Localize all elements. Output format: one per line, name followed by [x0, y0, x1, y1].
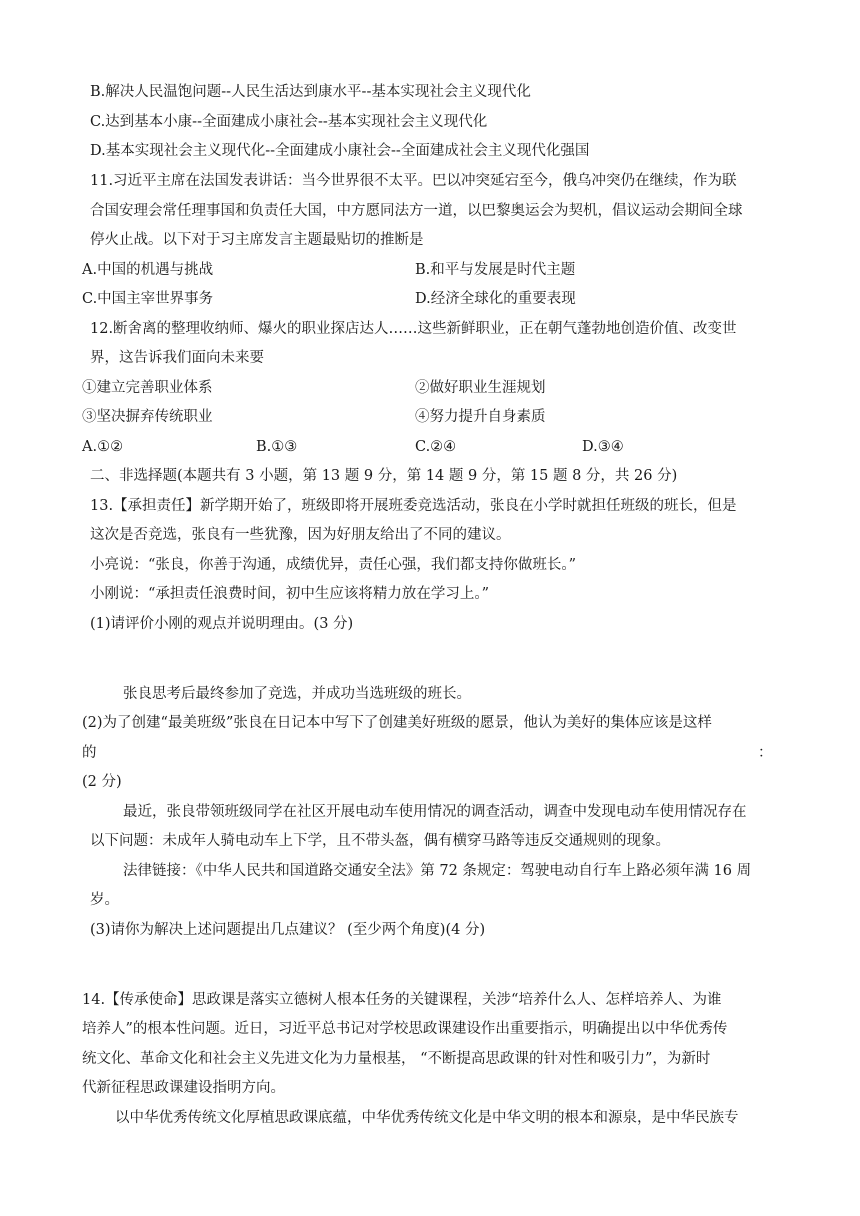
q14-stem-line-2: 培养人”的根本性问题。近日，习近平总书记对学校思政课建设作出重要指示，明确提出以中华优秀传 — [82, 1021, 728, 1037]
q14-stem-line-4: 代新征程思政课建设指明方向。 — [82, 1080, 285, 1096]
q13-sub-question-2-score: (2 分) — [82, 774, 122, 790]
q13-stem-line-1: 13.【承担责任】新学期开始了，班级即将开展班委竞选活动，张良在小学时就担任班级的班长，但是 — [90, 498, 737, 514]
q10-option-c: C.达到基本小康--全面建成小康社会--基本实现社会主义现代化 — [90, 114, 488, 130]
q13-sub-question-2-blank-start: 的 — [82, 745, 97, 761]
q13-narrative-1: 张良思考后最终参加了竞选，并成功当选班级的班长。 — [123, 686, 471, 702]
q12-item-1: ①建立完善职业体系 — [82, 380, 213, 396]
q14-stem-line-1: 14.【传承使命】思政课是落实立德树人根本任务的关键课程，关涉“培养什么人、怎样培养人、为谁 — [82, 992, 722, 1008]
q13-law-link-line-1: 法律链接：《中华人民共和国道路交通安全法》第 72 条规定：驾驶电动自行车上路必须年满 16 周 — [123, 863, 752, 879]
q12-option-a: A.①② — [82, 439, 124, 455]
q14-stem-line-3: 统文化、革命文化和社会主义先进文化为力量根基， “不断提高思政课的针对性和吸引力”，为新时 — [82, 1051, 711, 1067]
q13-narrative-2-line-2: 以下问题：未成年人骑电动车上下学，且不带头盔，偶有横穿马路等违反交通规则的现象。 — [90, 833, 670, 849]
section-2-heading: 二、非选择题(本题共有 3 小题，第 13 题 9 分，第 14 题 9 分，第 15 题 8 分，共 26 分) — [90, 468, 678, 484]
q10-option-b: B.解决人民温饱问题--人民生活达到康水平--基本实现社会主义现代化 — [90, 84, 531, 100]
q11-option-c: C.中国主宰世界事务 — [82, 291, 214, 307]
q11-stem-line-3: 停火止战。以下对于习主席发言主题最贴切的推断是 — [90, 232, 424, 248]
q13-xiaogang-quote: 小刚说：“承担责任浪费时间，初中生应该将精力放在学习上。” — [90, 586, 490, 602]
q12-option-c: C.②④ — [415, 439, 457, 455]
q13-law-link-line-2: 岁。 — [90, 892, 119, 908]
q12-item-4: ④努力提升自身素质 — [415, 409, 546, 425]
q11-option-d: D.经济全球化的重要表现 — [415, 291, 576, 307]
q12-stem-line-1: 12.断舍离的整理收纳师、爆火的职业探店达人……这些新鲜职业，正在朝气蓬勃地创造价值、改变世 — [90, 321, 737, 337]
q13-sub-question-2-blank-end: ： — [758, 745, 773, 761]
q12-options-row — [82, 437, 782, 457]
q13-stem-line-2: 这次是否竞选，张良有一些犹豫，因为好朋友给出了不同的建议。 — [90, 527, 511, 543]
q11-stem-line-1: 11.习近平主席在法国发表讲话：当今世界很不太平。巴以冲突延宕至今，俄乌冲突仍在继续，作为联 — [90, 173, 737, 189]
q13-sub-question-3: (3)请你为解决上述问题提出几点建议？ (至少两个角度)(4 分) — [90, 922, 486, 938]
q13-sub-question-1: (1)请评价小刚的观点并说明理由。(3 分) — [90, 616, 354, 632]
q12-option-b: B.①③ — [256, 439, 298, 455]
q11-option-a: A.中国的机遇与挑战 — [82, 262, 214, 278]
q14-paragraph-2: 以中华优秀传统文化厚植思政课底蕴，中华优秀传统文化是中华文明的根本和源泉，是中华民族专 — [115, 1110, 739, 1126]
q12-option-d: D.③④ — [582, 439, 624, 455]
q12-stem-line-2: 界，这告诉我们面向未来要 — [90, 350, 264, 366]
q10-option-d: D.基本实现社会主义现代化--全面建成小康社会--全面建成社会主义现代化强国 — [90, 143, 590, 159]
q13-narrative-2-line-1: 最近，张良带领班级同学在社区开展电动车使用情况的调查活动，调查中发现电动车使用情况存在 — [123, 804, 747, 820]
q12-item-3: ③坚决摒弃传统职业 — [82, 409, 213, 425]
q11-stem-line-2: 合国安理会常任理事国和负责任大国，中方愿同法方一道，以巴黎奥运会为契机，倡议运动会期间全球 — [90, 203, 743, 219]
q11-option-b: B.和平与发展是时代主题 — [415, 262, 576, 278]
q12-item-2: ②做好职业生涯规划 — [415, 380, 546, 396]
q13-sub-question-2: (2)为了创建“最美班级”张良在日记本中写下了创建美好班级的愿景，他认为美好的集体应该是这样 — [82, 715, 712, 731]
q13-xiaoliang-quote: 小亮说：“张良，你善于沟通，成绩优异，责任心强，我们都支持你做班长。” — [90, 557, 577, 573]
